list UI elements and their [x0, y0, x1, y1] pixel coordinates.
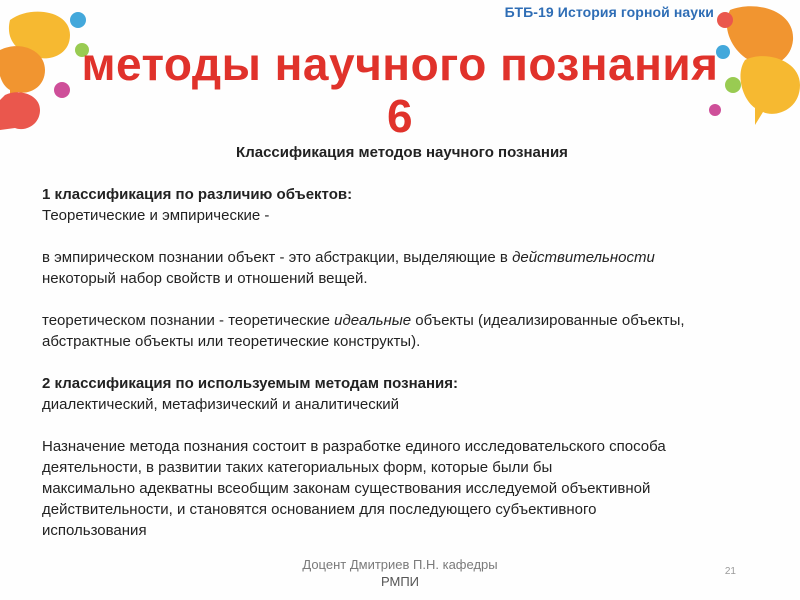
slide-body: [42, 142, 762, 541]
purpose-line-5: использования: [42, 522, 147, 539]
theoretical-text-1: теоретическом познании - теоретические: [42, 312, 335, 329]
empirical-text-2: некоторый набор свойств и отношений вещей.: [42, 270, 368, 287]
footer-org: РМПИ: [380, 574, 420, 589]
empirical-text-1: в эмпирическом познании объект - это абстракции, выделяющие в: [42, 249, 513, 266]
subtitle: Классификация методов научного познания: [236, 144, 568, 161]
purpose-line-1: Назначение метода познания состоит в разработке единого исследовательского способа: [42, 438, 666, 455]
classification-2-heading: 2 классификация по используемым методам познания:: [42, 375, 459, 392]
empirical-paragraph: [42, 247, 762, 289]
classification-1-heading: 1 классификация по различию объектов:: [42, 186, 353, 203]
title-line-1: методы научного познания: [81, 38, 719, 90]
page-title: [0, 38, 800, 142]
classification-1-line: Теоретические и эмпирические -: [42, 207, 270, 224]
classification-2-line: диалектический, метафизический и аналитический: [42, 396, 400, 413]
theoretical-text-2: объекты (идеализированные объекты,: [411, 312, 685, 329]
page-number: 21: [724, 566, 736, 577]
purpose-line-4: действительности, и становятся основанием для последующего субъективного: [42, 501, 597, 518]
theoretical-italic: идеальные: [334, 312, 412, 329]
purpose-line-3: максимально адекватны всеобщим законам существования исследуемой объективной: [42, 480, 651, 497]
theoretical-text-3: абстрактные объекты или теоретические конструкты).: [42, 333, 421, 350]
empirical-italic: действительности: [512, 249, 655, 266]
purpose-line-2: деятельности, в развитии таких категориальных форм, которые были бы: [42, 459, 553, 476]
footer-author: Доцент Дмитриев П.Н. кафедры: [302, 557, 498, 572]
theoretical-paragraph: [42, 310, 762, 352]
course-label: БТБ-19 История горной науки: [504, 4, 714, 20]
title-number: 6: [386, 90, 414, 142]
